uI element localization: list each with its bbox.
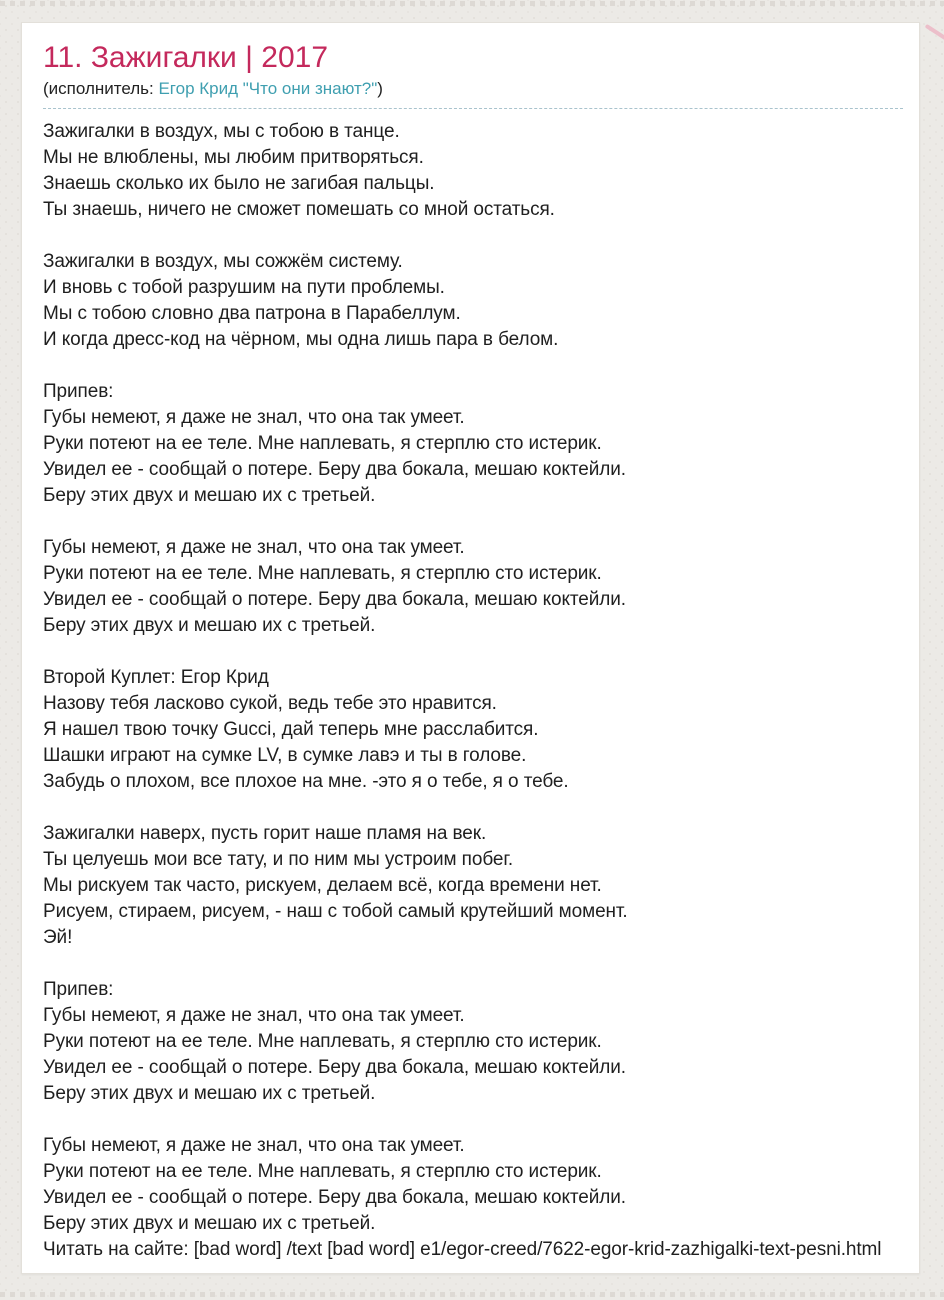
- lyrics-line: Губы немеют, я даже не знал, что она так умеет.: [43, 1005, 465, 1026]
- lyrics-line: Руки потеют на ее теле. Мне наплевать, я стерплю сто истерик.: [43, 1161, 602, 1182]
- lyrics-line: Губы немеют, я даже не знал, что она так умеет.: [43, 537, 465, 558]
- lyrics-line: Назову тебя ласково сукой, ведь тебе это нравится.: [43, 693, 497, 714]
- performer-label: (исполнитель:: [43, 79, 159, 98]
- lyrics-line: Увидел ее - сообщай о потере. Беру два бокала, мешаю коктейли.: [43, 589, 626, 610]
- lyrics-line: Беру этих двух и мешаю их с третьей.: [43, 615, 376, 636]
- top-stitch-texture: [0, 1, 944, 6]
- lyrics-stanza: [43, 119, 917, 223]
- lyrics-line: Я нашел твою точку Gucci, дай теперь мне расслабится.: [43, 719, 539, 740]
- lyrics-line: Увидел ее - сообщай о потере. Беру два бокала, мешаю коктейли.: [43, 1057, 626, 1078]
- lyrics-line: Эй!: [43, 927, 73, 948]
- lyrics-line: Губы немеют, я даже не знал, что она так умеет.: [43, 1135, 465, 1156]
- lyrics-line: Беру этих двух и мешаю их с третьей.: [43, 1213, 376, 1234]
- performer-line: [43, 78, 903, 99]
- lyrics-line: Читать на сайте: [bad word] /text [bad word] e1/egor-creed/7622-egor-krid-zazhigalki-text-pesni.html: [43, 1239, 882, 1260]
- lyrics-line: Увидел ее - сообщай о потере. Беру два бокала, мешаю коктейли.: [43, 1187, 626, 1208]
- lyrics-line: Ты целуешь мои все тату, и по ним мы устроим побег.: [43, 849, 514, 870]
- lyrics-line: Мы рискуем так часто, рискуем, делаем всё, когда времени нет.: [43, 875, 602, 896]
- lyrics-stanza: [43, 821, 917, 951]
- lyrics-line: Мы с тобою словно два патрона в Парабеллум.: [43, 303, 461, 324]
- song-title: 11. Зажигалки | 2017: [43, 41, 328, 74]
- lyrics-line: Губы немеют, я даже не знал, что она так умеет.: [43, 407, 465, 428]
- pink-corner-accent: [925, 24, 944, 52]
- lyrics-line: Мы не влюблены, мы любим притворяться.: [43, 147, 424, 168]
- lyrics-line: Зажигалки в воздух, мы с тобою в танце.: [43, 121, 400, 142]
- lyrics-stanza: [43, 665, 917, 795]
- lyrics-line: Припев:: [43, 381, 114, 402]
- lyrics-stanza: [43, 249, 917, 353]
- lyrics-line: Припев:: [43, 979, 114, 1000]
- lyrics-stanza: [43, 1133, 917, 1263]
- bottom-stitch-texture: [0, 1292, 944, 1297]
- lyrics-line: Увидел ее - сообщай о потере. Беру два бокала, мешаю коктейли.: [43, 459, 626, 480]
- song-header: [43, 41, 903, 109]
- lyrics-line: Второй Куплет: Егор Крид: [43, 667, 269, 688]
- lyrics-line: Зажигалки наверх, пусть горит наше пламя на век.: [43, 823, 487, 844]
- lyrics-line: Забудь о плохом, все плохое на мне. -это я о тебе, я о тебе.: [43, 771, 569, 792]
- lyrics-line: Руки потеют на ее теле. Мне наплевать, я стерплю сто истерик.: [43, 1031, 602, 1052]
- lyrics-line: Беру этих двух и мешаю их с третьей.: [43, 1083, 376, 1104]
- lyrics-line: Рисуем, стираем, рисуем, - наш с тобой самый крутейший момент.: [43, 901, 628, 922]
- lyrics-line: Зажигалки в воздух, мы сожжём систему.: [43, 251, 403, 272]
- lyrics-stanza: [43, 977, 917, 1107]
- lyrics-line: Беру этих двух и мешаю их с третьей.: [43, 485, 376, 506]
- lyrics-line: Руки потеют на ее теле. Мне наплевать, я стерплю сто истерик.: [43, 563, 602, 584]
- lyrics-stanza: [43, 535, 917, 639]
- lyrics-line: Знаешь сколько их было не загибая пальцы.: [43, 173, 435, 194]
- lyrics-line: Шашки играют на сумке LV, в сумке лавэ и ты в голове.: [43, 745, 527, 766]
- lyrics-line: И когда дресс-код на чёрном, мы одна лишь пара в белом.: [43, 329, 559, 350]
- lyrics-line: И вновь с тобой разрушим на пути проблемы.: [43, 277, 445, 298]
- performer-suffix: ): [377, 79, 383, 98]
- performer-album-link[interactable]: Егор Крид "Что они знают?": [158, 79, 378, 98]
- lyrics-line: Ты знаешь, ничего не сможет помешать со мной остаться.: [43, 199, 555, 220]
- lyrics-card: [21, 22, 920, 1274]
- lyrics-body: [43, 119, 917, 1263]
- lyrics-stanza: [43, 379, 917, 509]
- lyrics-line: Руки потеют на ее теле. Мне наплевать, я стерплю сто истерик.: [43, 433, 602, 454]
